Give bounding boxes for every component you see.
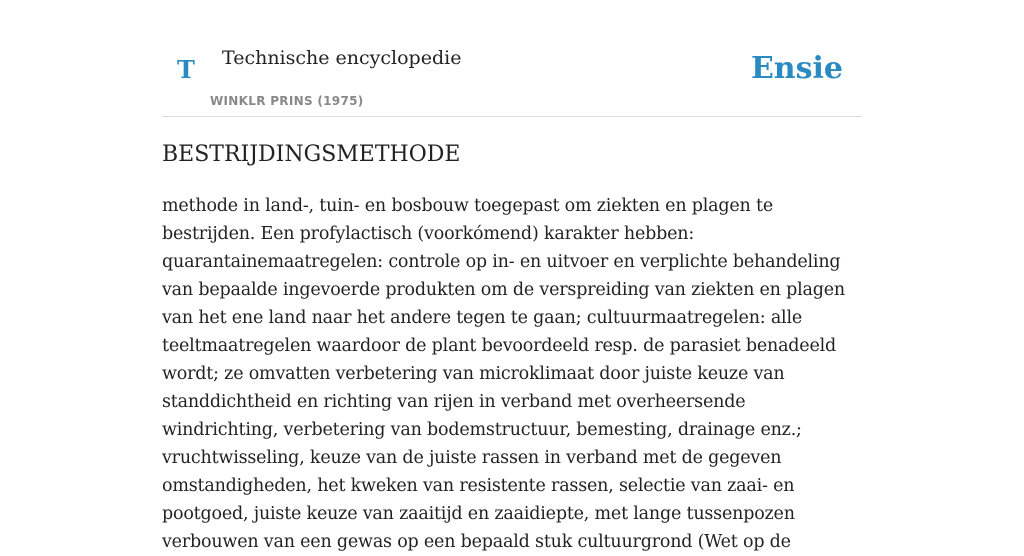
brand-logo-link[interactable]: Ensie bbox=[750, 51, 843, 86]
source-header bbox=[162, 0, 862, 117]
source-logo[interactable]: T bbox=[177, 55, 195, 84]
source-edition: WINKLR PRINS (1975) bbox=[210, 94, 364, 108]
entry-title: BESTRIJDINGSMETHODE bbox=[162, 142, 461, 167]
source-title[interactable]: Technische encyclopedie bbox=[222, 47, 462, 69]
entry-article bbox=[162, 138, 862, 556]
entry-body: methode in land-, tuin- en bosbouw toegepast om ziekten en plagen te bestrijden. Een profylactisch (voorkómend) karakter hebben: quarantainemaatregelen: controle op in- en uitvoer en verplichte behandeling van bepaalde ingevoerde produkten om de verspreiding van ziekten en plagen van het ene land naar het andere tegen te gaan; cultuurmaatregelen: alle teeltmaatregelen waardoor de plant bevoordeeld resp. de parasiet benadeeld wordt; ze omvatten verbetering van microklimaat door juiste keuze van standdichtheid en richting van rijen in verband met overheersende windrichting, verbetering van bodemstructuur, bemesting, drainage enz.; vruchtwisseling, keuze van de juiste rassen in verband met de gegeven omstandigheden, het kweken van resistente rassen, selectie van zaai- en pootgoed, juiste keuze van zaaitijd en zaaidiepte, met lange tussenpozen verbouwen van een gewas op een bepaald stuk cultuurgrond (Wet op de bbox=[162, 196, 845, 552]
